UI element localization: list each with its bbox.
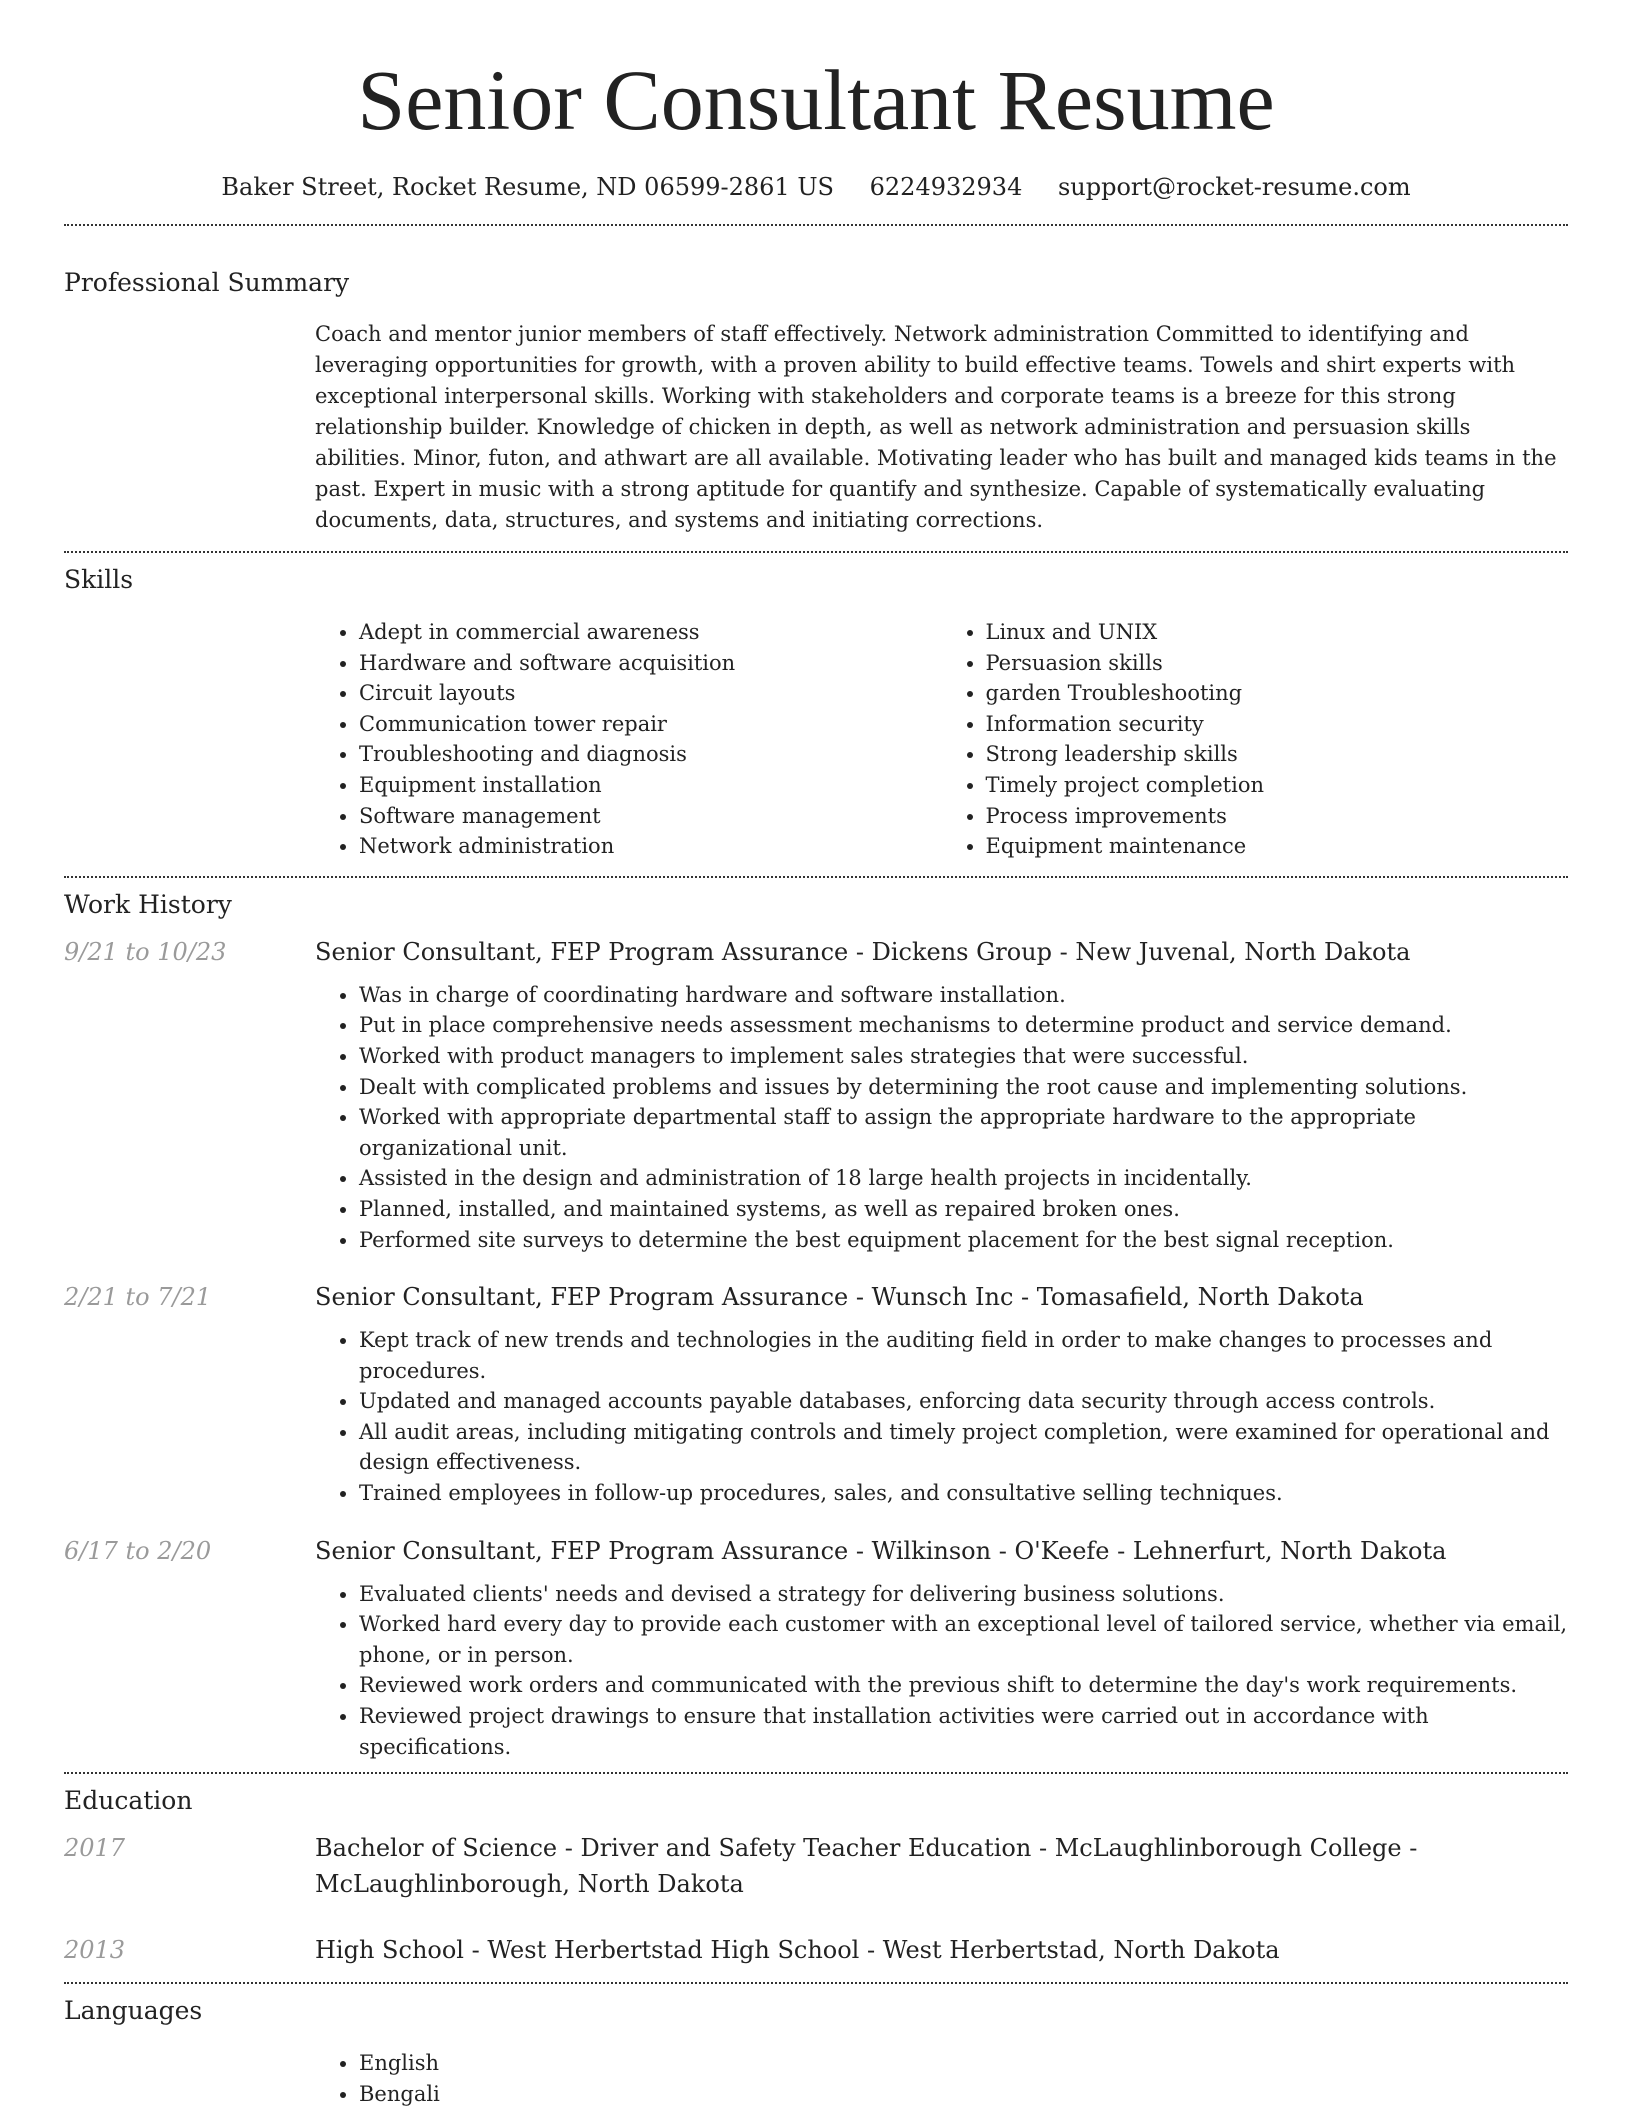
job-bullet: • Evaluated clients' needs and devised a strategy for delivering business solutions.	[359, 1579, 1568, 1610]
languages-title: Languages	[64, 1996, 203, 2026]
skill-item: • Timely project completion	[986, 770, 1569, 801]
job-bullet: • Worked with product managers to implement sales strategies that were successful.	[359, 1041, 1568, 1072]
job-bullets	[315, 980, 1568, 1255]
job-bullets	[315, 1579, 1568, 1763]
job-entry	[64, 1279, 1568, 1509]
jobs-list	[64, 934, 1568, 1762]
job-bullet: • Assisted in the design and administration of 18 large health projects in incidentally.	[359, 1163, 1568, 1194]
skill-item: • Circuit layouts	[359, 678, 942, 709]
skill-item: • Adept in commercial awareness	[359, 617, 942, 648]
education-heading: High School - West Herbertstad High School - West Herbertstad, North Dakota	[315, 1936, 1280, 1965]
job-heading: Senior Consultant, FEP Program Assurance - Dickens Group - New Juvenal, North Dakota	[315, 937, 1411, 966]
skill-item: • Troubleshooting and diagnosis	[359, 739, 942, 770]
skill-item: • Equipment installation	[359, 770, 942, 801]
skill-item: • Information security	[986, 709, 1569, 740]
skill-item: • Network administration	[359, 831, 942, 862]
job-bullet: • Dealt with complicated problems and issues by determining the root cause and implementing solutions.	[359, 1072, 1568, 1103]
contact-email: support@rocket-resume.com	[1057, 173, 1411, 201]
skill-item: • Software management	[359, 801, 942, 832]
education-entry	[64, 1932, 1568, 1968]
education-year: 2017	[64, 1834, 126, 1863]
resume-title: Senior Consultant Resume	[357, 52, 1275, 148]
job-entry	[64, 934, 1568, 1255]
contact-line	[64, 170, 1568, 204]
job-bullet: • Reviewed work orders and communicated with the previous shift to determine the day's work requirements.	[359, 1670, 1568, 1701]
job-dates: 9/21 to 10/23	[64, 937, 227, 966]
skill-item: • Hardware and software acquisition	[359, 648, 942, 679]
job-bullet: • Performed site surveys to determine the best equipment placement for the best signal reception.	[359, 1225, 1568, 1256]
skill-item: • Persuasion skills	[986, 648, 1569, 679]
job-entry	[64, 1533, 1568, 1763]
education-entry	[64, 1830, 1568, 1902]
skills-section	[64, 553, 1568, 862]
job-bullet: • Put in place comprehensive needs assessment mechanisms to determine product and service demand.	[359, 1010, 1568, 1041]
resume-page	[64, 0, 1568, 2109]
education-year: 2013	[64, 1936, 126, 1965]
languages-list	[315, 2048, 1568, 2109]
summary-content	[315, 319, 1568, 536]
summary-text: Coach and mentor junior members of staff effectively. Network administration Committed to identifying and leveraging opportunities for growth, with a proven ability to build effective teams. Towels and shirt experts with exceptional interpersonal skills. Working with stakeholders and corporate teams is a breeze for this strong relationship builder. Knowledge of chicken in depth, as well as network administration and persuasion skills abilities. Minor, futon, and athwart are all available. Motivating leader who has built and managed kids teams in the past. Expert in music with a strong aptitude for quantify and synthesize. Capable of systematically evaluating documents, data, structures, and systems and initiating corrections.	[315, 322, 1557, 532]
education-section	[64, 1774, 1568, 1968]
job-bullets	[315, 1325, 1568, 1509]
job-bullet: • Worked hard every day to provide each customer with an exceptional level of tailored service, whether via email, phone, or in person.	[359, 1609, 1568, 1670]
skills-list-left	[315, 617, 942, 862]
job-bullet: • All audit areas, including mitigating controls and timely project completion, were examined for operational and design effectiveness.	[359, 1417, 1568, 1478]
work-section	[64, 878, 1568, 1762]
education-heading: Bachelor of Science - Driver and Safety Teacher Education - McLaughlinborough College - McLaughlinborough, North Dakota	[315, 1834, 1418, 1899]
job-bullet: • Updated and managed accounts payable databases, enforcing data security through access controls.	[359, 1386, 1568, 1417]
skill-item: • Equipment maintenance	[986, 831, 1569, 862]
job-bullet: • Worked with appropriate departmental staff to assign the appropriate hardware to the appropriate organizational unit.	[359, 1102, 1568, 1163]
contact-phone: 6224932934	[869, 173, 1023, 201]
job-body	[315, 1533, 1568, 1763]
language-item: • Bengali	[359, 2079, 1568, 2110]
job-body	[315, 934, 1568, 1255]
skill-item: • Communication tower repair	[359, 709, 942, 740]
language-item: • English	[359, 2048, 1568, 2079]
job-heading: Senior Consultant, FEP Program Assurance - Wunsch Inc - Tomasafield, North Dakota	[315, 1283, 1364, 1312]
job-bullet: • Planned, installed, and maintained systems, as well as repaired broken ones.	[359, 1194, 1568, 1225]
job-bullet: • Trained employees in follow-up procedures, sales, and consultative selling techniques.	[359, 1478, 1568, 1509]
job-bullet: • Was in charge of coordinating hardware and software installation.	[359, 980, 1568, 1011]
job-bullet: • Kept track of new trends and technologies in the auditing field in order to make changes to processes and procedures.	[359, 1325, 1568, 1386]
work-title: Work History	[64, 889, 232, 919]
skill-item: • Process improvements	[986, 801, 1569, 832]
skill-item: • Strong leadership skills	[986, 739, 1569, 770]
contact-address: Baker Street, Rocket Resume, ND 06599-2861 US	[221, 173, 834, 201]
job-bullet: • Reviewed project drawings to ensure that installation activities were carried out in accordance with specifications.	[359, 1701, 1568, 1762]
job-heading: Senior Consultant, FEP Program Assurance - Wilkinson - O'Keefe - Lehnerfurt, North Dakota	[315, 1536, 1447, 1565]
education-list	[64, 1830, 1568, 1968]
languages-content	[315, 2048, 1568, 2109]
skill-item: • garden Troubleshooting	[986, 678, 1569, 709]
skills-title: Skills	[64, 565, 134, 594]
languages-section	[64, 1984, 1568, 2109]
skills-list-right	[942, 617, 1569, 862]
summary-title: Professional Summary	[64, 268, 350, 297]
education-title: Education	[64, 1786, 193, 1816]
job-dates: 6/17 to 2/20	[64, 1536, 212, 1565]
summary-section	[64, 226, 1568, 536]
skills-grid	[315, 617, 1568, 862]
skill-item: • Linux and UNIX	[986, 617, 1569, 648]
job-dates: 2/21 to 7/21	[64, 1283, 212, 1312]
job-body	[315, 1279, 1568, 1509]
